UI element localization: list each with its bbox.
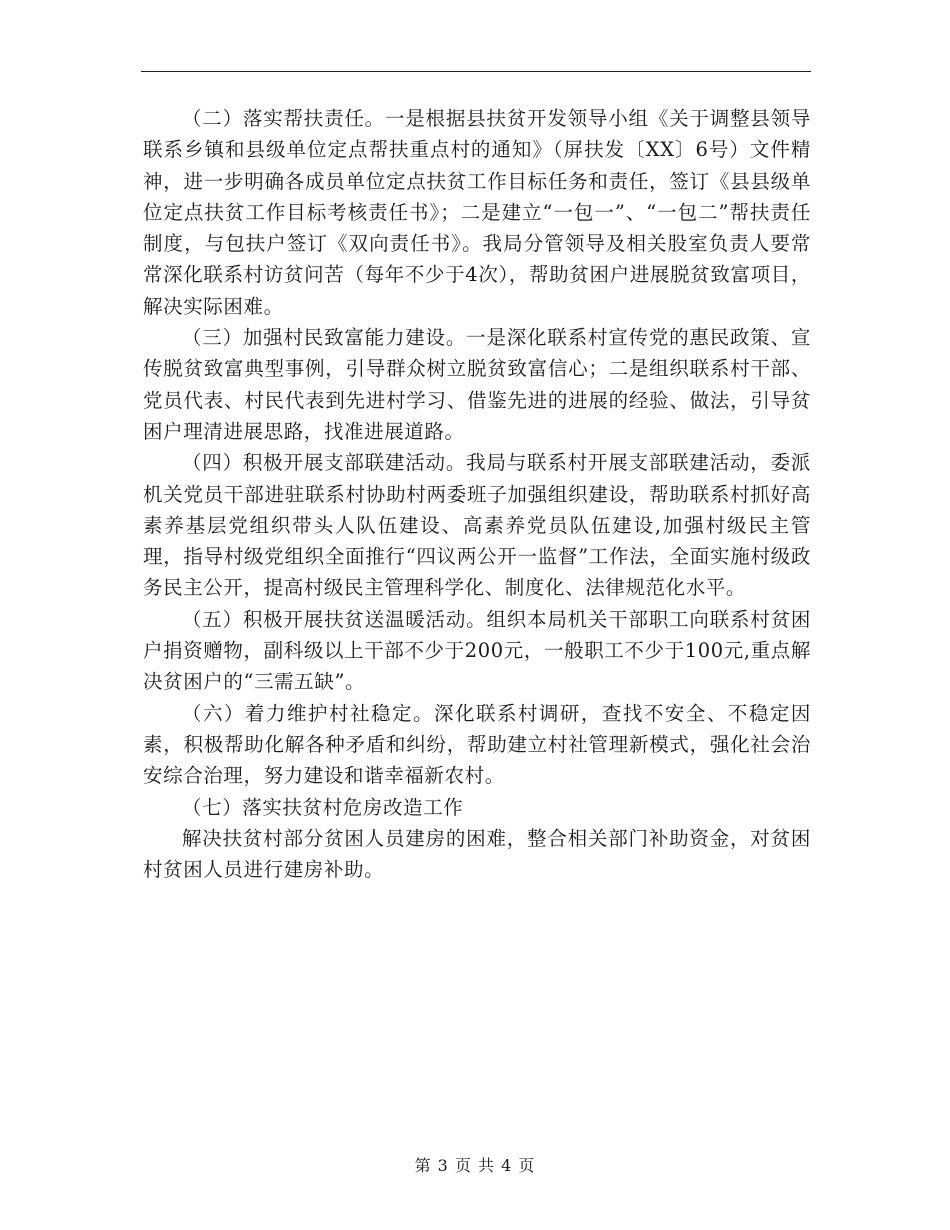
paragraph-section-5: （五）积极开展扶贫送温暖活动。组织本局机关干部职工向联系村贫困户捐资赠物，副科级以上干部不少于200元，一般职工不少于100元,重点解决贫困户的“三需五缺”。 [143, 607, 811, 694]
paragraph-section-4: （四）积极开展支部联建活动。我局与联系村开展支部联建活动，委派机关党员干部进驻联系村协助村两委班子加强组织建设，帮助联系村抓好高素养基层党组织带头人队伍建设、高素养党员队伍建设,加强村级民主管理，指导村级党组织全面推行“四议两公开一监督”工作法，全面实施村级政务民主公开，提高村级民主管理科学化、制度化、法律规范化水平。 [143, 451, 811, 600]
paragraph-section-7-body: 解决扶贫村部分贫困人员建房的困难，整合相关部门补助资金，对贫困村贫困人员进行建房补助。 [143, 826, 811, 882]
document-body [143, 103, 811, 885]
page-number-footer: 第 3 页 共 4 页 [414, 1156, 536, 1175]
paragraph-section-6: （六）着力维护村社稳定。深化联系村调研，查找不安全、不稳定因素，积极帮助化解各种矛盾和纠纷，帮助建立村社管理新模式，强化社会治安综合治理，努力建设和谐幸福新农村。 [143, 701, 811, 788]
paragraph-section-2: （二）落实帮扶责任。一是根据县扶贫开发领导小组《关于调整县领导联系乡镇和县级单位定点帮扶重点村的通知》（屏扶发〔XX〕6号）文件精神，进一步明确各成员单位定点扶贫工作目标任务和责任，签订《县县级单位定点扶贫工作目标考核责任书》；二是建立“一包一”、“一包二”帮扶责任制度，与包扶户签订《双向责任书》。我局分管领导及相关股室负责人要常常深化联系村访贫问苦（每年不少于4次），帮助贫困户进展脱贫致富项目，解决实际困难。 [143, 107, 811, 318]
header-rule [141, 71, 811, 72]
paragraph-section-3: （三）加强村民致富能力建设。一是深化联系村宣传党的惠民政策、宣传脱贫致富典型事例，引导群众树立脱贫致富信心；二是组织联系村干部、党员代表、村民代表到先进村学习、借鉴先进的进展的经验、做法，引导贫困户理清进展思路，找准进展道路。 [143, 326, 811, 443]
heading-section-7: （七）落实扶贫村危房改造工作 [182, 795, 464, 819]
